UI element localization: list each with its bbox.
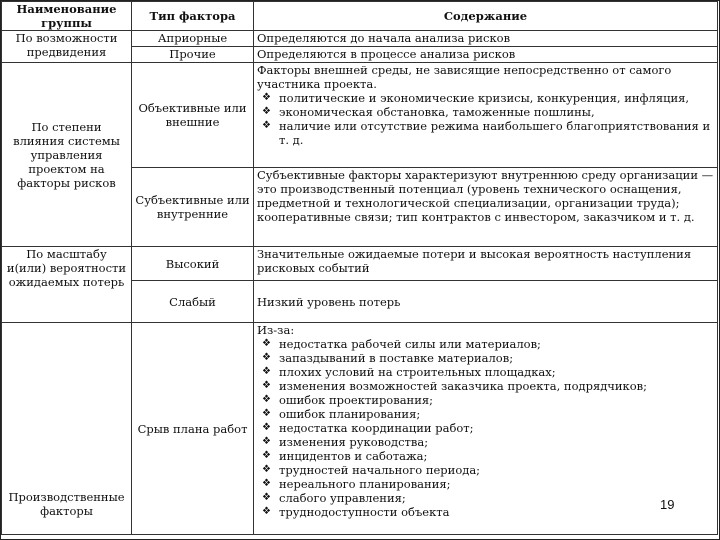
group-name-influence: По степени влияния системы управления проектом на факторы рисков: [2, 63, 132, 247]
header-factor-type: Тип фактора: [132, 2, 254, 31]
content-intro: Из-за:: [257, 323, 295, 337]
factor-type-cell: Априорные: [132, 31, 254, 47]
factor-type-cell: Срыв плана работ: [132, 323, 254, 535]
content-cell: [254, 63, 718, 168]
table-row: [2, 323, 718, 535]
group-name-production: Производственные факторы: [2, 323, 132, 535]
factor-type-cell: Объективные или внешние: [132, 63, 254, 168]
list-item: ❖ труднодоступности объекта: [257, 505, 714, 519]
factor-type-cell: Прочие: [132, 47, 254, 63]
header-content: Содержание: [254, 2, 718, 31]
list-item: ❖ слабого управления;: [257, 491, 714, 505]
group-name-scale: По масштабу и(или) вероятности ожидаемых потерь: [2, 247, 132, 323]
list-item: ❖ недостатка координации работ;: [257, 421, 714, 435]
content-intro: Факторы внешней среды, не зависящие непосредственно от самого участника проекта.: [257, 63, 672, 91]
page-number: 19: [660, 497, 675, 512]
header-row: [2, 2, 718, 31]
list-item: ❖ трудностей начального периода;: [257, 463, 714, 477]
list-item: ❖ недостатка рабочей силы или материалов;: [257, 337, 714, 351]
list-item: ❖ нереального планирования;: [257, 477, 714, 491]
factor-type-cell: Высокий: [132, 247, 254, 281]
table-row: [2, 247, 718, 281]
list-item: ❖ изменения руководства;: [257, 435, 714, 449]
header-group-name: Наименование группы: [2, 2, 132, 31]
content-cell: Значительные ожидаемые потери и высокая вероятность наступления рисковых событий: [254, 247, 718, 281]
factor-type-cell: Слабый: [132, 281, 254, 323]
group-name-foresight: По возможности предвидения: [2, 31, 132, 63]
factor-type-cell: Субъективные или внутренние: [132, 168, 254, 247]
risk-factors-table: [1, 1, 718, 535]
content-cell: Определяются в процессе анализа рисков: [254, 47, 718, 63]
list-item: ❖ наличие или отсутствие режима наибольшего благоприятствования и т. д.: [257, 119, 714, 147]
list-item: ❖ политические и экономические кризисы, конкуренция, инфляция,: [257, 91, 714, 105]
bullet-list: [257, 337, 714, 519]
table-row: [2, 63, 718, 168]
list-item: ❖ инцидентов и саботажа;: [257, 449, 714, 463]
list-item: ❖ ошибок проектирования;: [257, 393, 714, 407]
table-row: [2, 31, 718, 47]
list-item: ❖ изменения возможностей заказчика проекта, подрядчиков;: [257, 379, 714, 393]
list-item: ❖ экономическая обстановка, таможенные пошлины,: [257, 105, 714, 119]
content-cell: Определяются до начала анализа рисков: [254, 31, 718, 47]
list-item: ❖ ошибок планирования;: [257, 407, 714, 421]
list-item: ❖ запаздываний в поставке материалов;: [257, 351, 714, 365]
list-item: ❖ плохих условий на строительных площадках;: [257, 365, 714, 379]
content-cell: Субъективные факторы характеризуют внутреннюю среду организации — это производственный потенциал (уровень технического оснащения, предметной и технологической специализации, организации труда); кооперативные связи; тип контрактов с инвестором, заказчиком и т. д.: [254, 168, 718, 247]
content-cell: Низкий уровень потерь: [254, 281, 718, 323]
bullet-list: [257, 91, 714, 147]
content-cell: [254, 323, 718, 535]
